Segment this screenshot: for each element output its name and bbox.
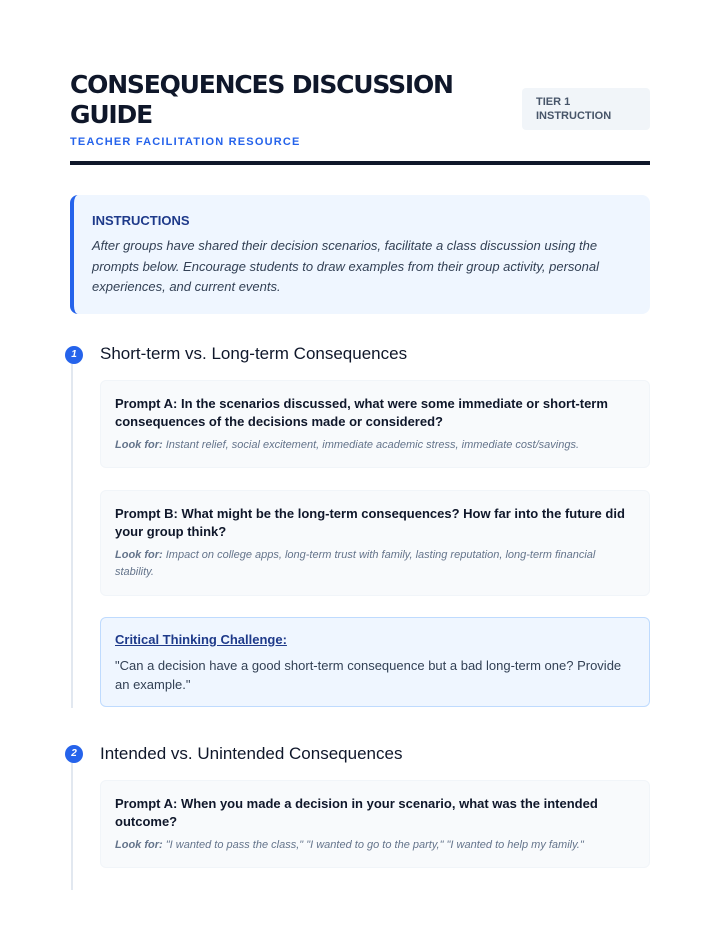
section-2-prompt-a-card: [100, 780, 650, 868]
page-subtitle: TEACHER FACILITATION RESOURCE: [70, 136, 301, 148]
prompt-text: Prompt A: When you made a decision in your scenario, what was the intended outcome?: [115, 796, 598, 829]
prompt-text: Prompt B: What might be the long-term consequences? How far into the future did your group think?: [115, 506, 625, 539]
section-1-timeline: [71, 354, 73, 708]
instructions-body: After groups have shared their decision scenarios, facilitate a class discussion using the prompts below. Encourage students to draw examples from their group activity, personal experiences, and current events.: [92, 238, 600, 294]
critical-thinking-challenge: [100, 617, 650, 707]
page-title: CONSEQUENCES DISCUSSION GUIDE: [70, 70, 453, 129]
section-1-title: Short-term vs. Long-term Consequences: [100, 344, 408, 363]
document-header: [70, 70, 650, 148]
header-divider: [70, 161, 650, 165]
section-1-prompt-b-card: [100, 490, 650, 596]
prompt-text: Prompt A: In the scenarios discussed, what were some immediate or short-term consequences of the decisions made or considered?: [115, 396, 608, 429]
section-1-number-badge: 1: [65, 346, 83, 364]
section-2-timeline: [71, 754, 73, 890]
look-for-label: Look for:: [115, 839, 163, 851]
challenge-body: "Can a decision have a good short-term consequence but a bad long-term one? Provide an example.": [115, 658, 622, 692]
challenge-title: Critical Thinking Challenge:: [115, 632, 287, 647]
instructions-box: [70, 195, 650, 314]
section-2-number-badge: 2: [65, 745, 83, 763]
look-for-label: Look for:: [115, 439, 163, 451]
look-for-text: [115, 547, 635, 581]
look-for-value: "I wanted to pass the class," "I wanted to go to the party," "I wanted to help my family.": [165, 839, 584, 851]
look-for-value: Instant relief, social excitement, immediate academic stress, immediate cost/savings.: [165, 439, 580, 451]
section-2-title: Intended vs. Unintended Consequences: [100, 744, 403, 763]
tier-badge: TIER 1 INSTRUCTION: [522, 88, 650, 130]
section-1-prompt-a-card: [100, 380, 650, 468]
instructions-title: INSTRUCTIONS: [92, 213, 190, 228]
look-for-text: [115, 837, 635, 854]
look-for-text: [115, 437, 635, 454]
look-for-value: Impact on college apps, long-term trust with family, lasting reputation, long-term financial stability.: [115, 549, 596, 578]
look-for-label: Look for:: [115, 549, 163, 561]
